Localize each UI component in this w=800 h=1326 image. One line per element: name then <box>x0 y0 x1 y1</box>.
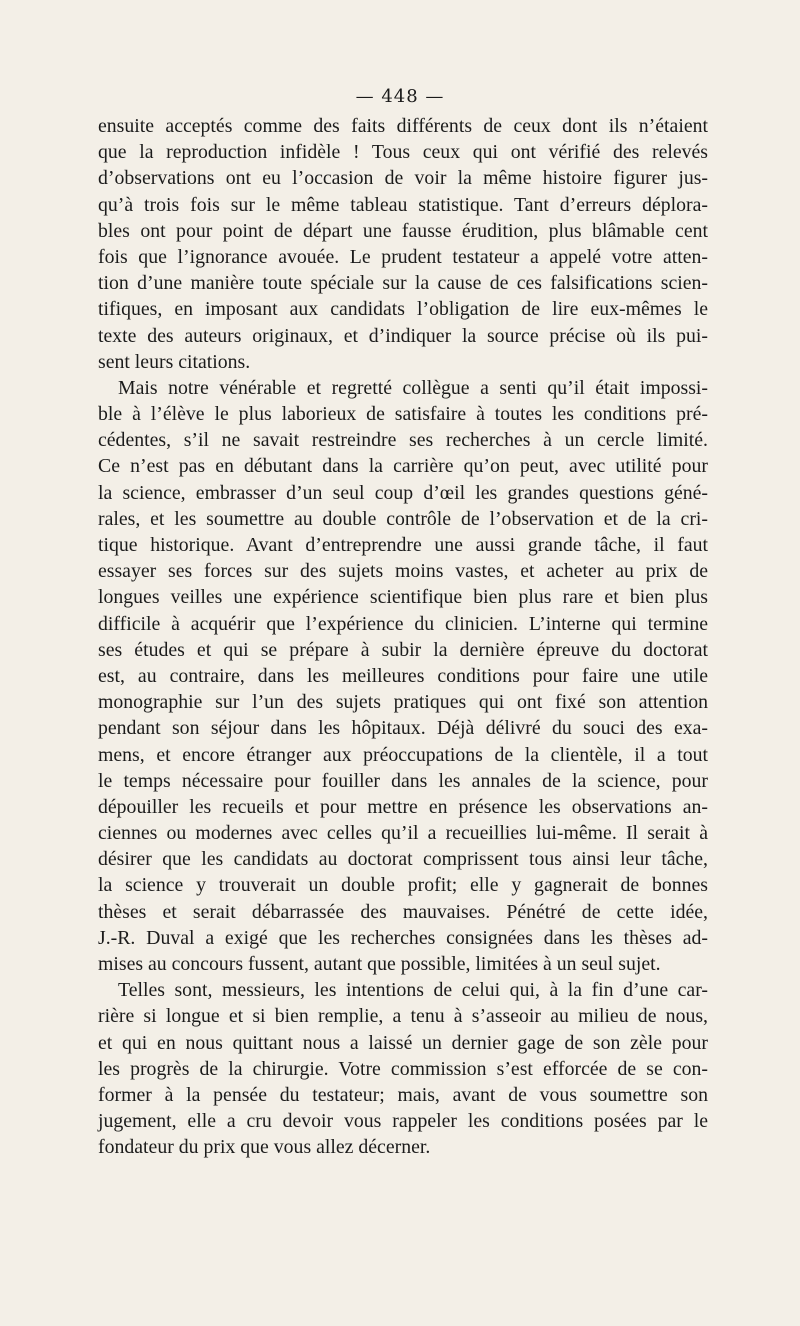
text-line: ciennes ou modernes avec celles qu’il a recueillies lui-même. Il serait à <box>98 822 708 845</box>
text-line: ble à l’élève le plus laborieux de satisfaire à toutes les conditions pré- <box>98 403 708 426</box>
text-line: monographie sur l’un des sujets pratiques qui ont fixé son attention <box>98 691 708 714</box>
text-line: les progrès de la chirurgie. Votre commission s’est efforcée de se con- <box>98 1057 708 1080</box>
text-line: et qui en nous quittant nous a laissé un dernier gage de son zèle pour <box>98 1031 708 1054</box>
text-line: désirer que les candidats au doctorat comprissent tous ainsi leur tâche, <box>98 848 708 871</box>
text-line: fondateur du prix que vous allez décerner. <box>98 1136 431 1159</box>
page-number: — 448 — <box>355 86 445 107</box>
text-line: Ce n’est pas en débutant dans la carrière qu’on peut, avec utilité pour <box>98 455 708 478</box>
text-line: que la reproduction infidèle ! Tous ceux qui ont vérifié des relevés <box>98 141 708 164</box>
text-line: mens, et encore étranger aux préoccupations de la clientèle, il a tout <box>98 743 708 766</box>
text-line: sent leurs citations. <box>98 350 251 373</box>
text-line: pendant son séjour dans les hôpitaux. Déjà délivré du souci des exa- <box>98 717 708 740</box>
text-line: thèses et serait débarrassée des mauvaises. Pénétré de cette idée, <box>98 900 708 923</box>
text-line: d’observations ont eu l’occasion de voir la même histoire figurer jus- <box>98 167 708 190</box>
text-line: la science, embrasser d’un seul coup d’œil les grandes questions géné- <box>98 481 708 504</box>
text-line: cédentes, s’il ne savait restreindre ses recherches à un cercle limité. <box>98 429 708 452</box>
text-line: J.-R. Duval a exigé que les recherches consignées dans les thèses ad- <box>98 926 708 949</box>
text-line: rière si longue et si bien remplie, a tenu à s’asseoir au milieu de nous, <box>98 1005 708 1028</box>
text-line: dépouiller les recueils et pour mettre en présence les observations an- <box>98 795 708 818</box>
text-line: tique historique. Avant d’entreprendre une aussi grande tâche, il faut <box>98 534 708 556</box>
text-line: ses études et qui se prépare à subir la dernière épreuve du doctorat <box>98 638 708 661</box>
text-line: est, au contraire, dans les meilleures conditions pour faire une utile <box>98 664 708 687</box>
text-line: jugement, elle a cru devoir vous rappeler les conditions posées par le <box>98 1110 708 1133</box>
text-line: le temps nécessaire pour fouiller dans les annales de la science, pour <box>98 769 708 792</box>
text-line: fois que l’ignorance avouée. Le prudent testateur a appelé votre atten- <box>98 245 708 268</box>
text-line: rales, et les soumettre au double contrôle de l’observation et de la cri- <box>98 507 708 530</box>
text-line: bles ont pour point de départ une fausse érudition, plus blâmable cent <box>98 219 708 242</box>
text-line: Telles sont, messieurs, les intentions de celui qui, à la fin d’une car- <box>118 979 708 1002</box>
text-line: essayer ses forces sur des sujets moins vastes, et acheter au prix de <box>98 560 708 583</box>
text-line: difficile à acquérir que l’expérience du clinicien. L’interne qui termine <box>98 612 708 635</box>
text-line: texte des auteurs originaux, et d’indiquer la source précise où ils pui- <box>98 324 708 347</box>
paragraph <box>98 375 708 977</box>
text-line: ensuite acceptés comme des faits différents de ceux dont ils n’étaient <box>98 115 708 137</box>
text-line: tifiques, en imposant aux candidats l’obligation de lire eux-mêmes le <box>98 298 708 321</box>
paragraph <box>98 977 708 1160</box>
text-line: la science y trouverait un double profit; elle y gagnerait de bonnes <box>98 874 708 897</box>
paragraph <box>98 113 708 375</box>
text-line: mises au concours fussent, autant que possible, limitées à un seul sujet. <box>98 953 661 975</box>
text-line: qu’à trois fois sur le même tableau statistique. Tant d’erreurs déplora- <box>98 193 708 216</box>
text-line: tion d’une manière toute spéciale sur la cause de ces falsifications scien- <box>98 272 708 295</box>
text-line: Mais notre vénérable et regretté collègue a senti qu’il était impossi- <box>118 376 708 399</box>
text-line: longues veilles une expérience scientifique bien plus rare et bien plus <box>98 586 708 609</box>
text-line: former à la pensée du testateur; mais, avant de vous soumettre son <box>98 1083 708 1106</box>
body-text <box>98 113 708 1161</box>
